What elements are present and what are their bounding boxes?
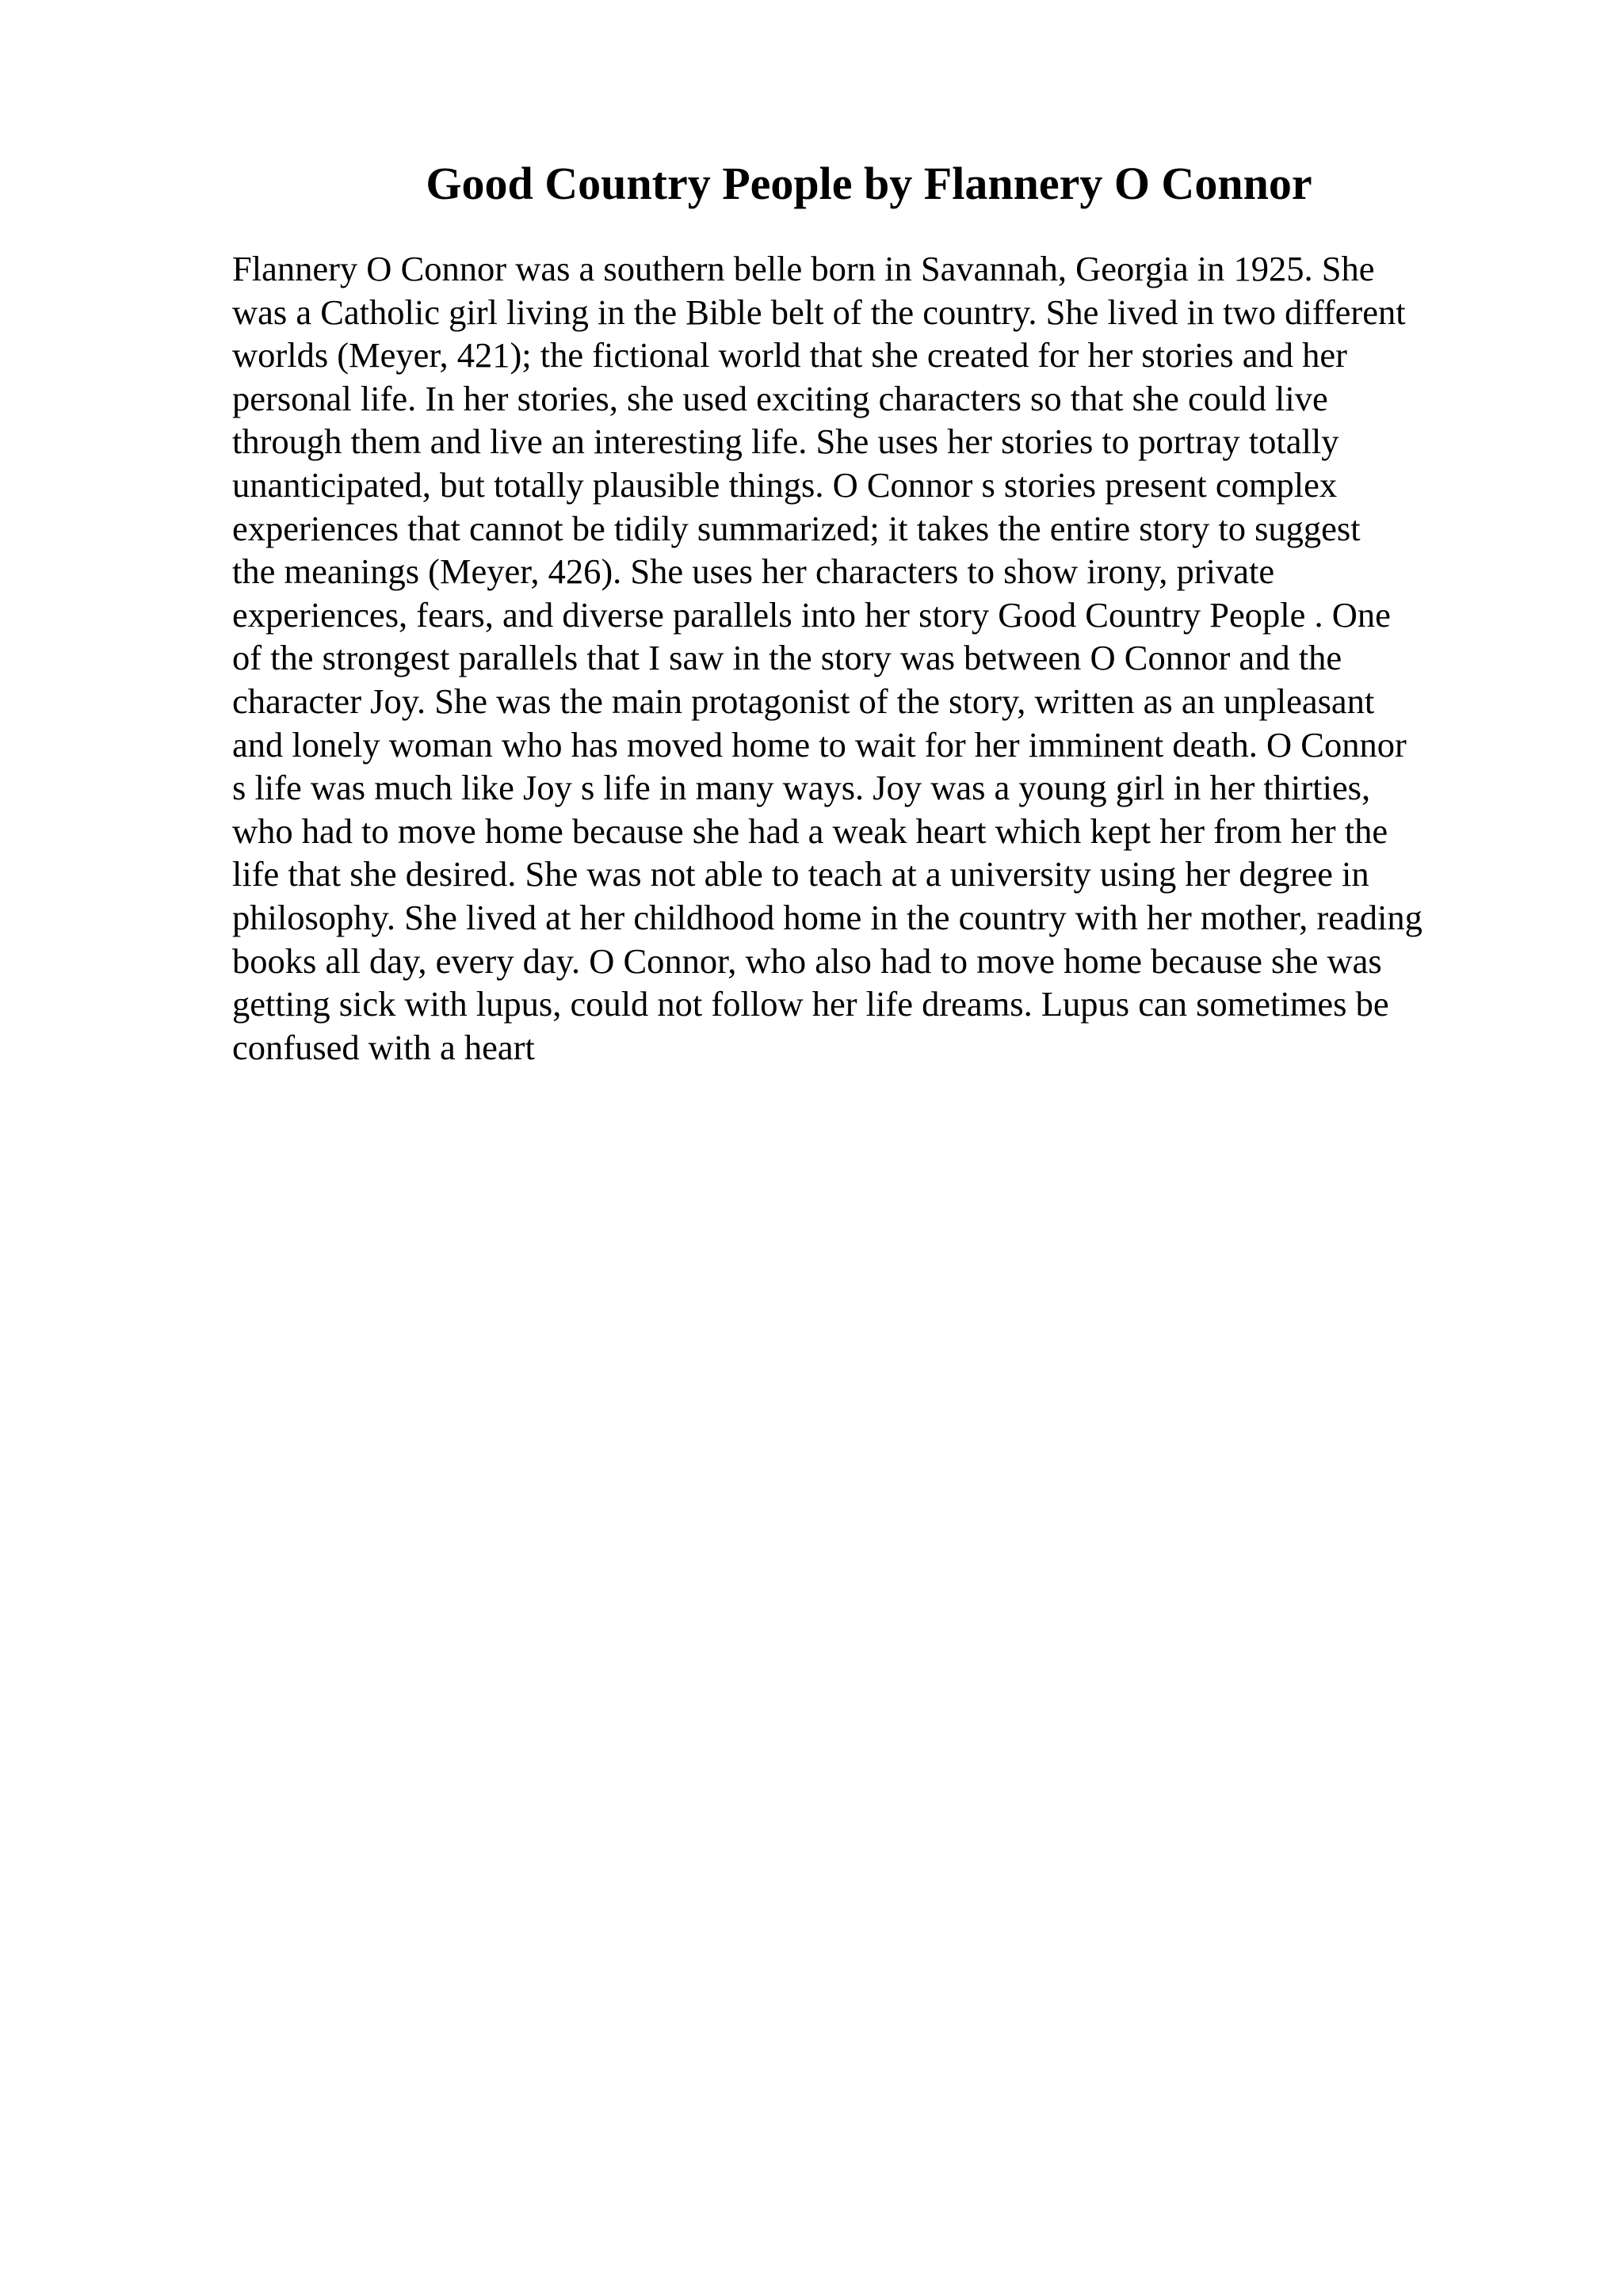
- body-line: books all day, every day. O Connor, who also had to move home because she was: [232, 940, 1382, 981]
- body-line: was a Catholic girl living in the Bible belt of the country. She lived in two different: [232, 292, 1406, 332]
- body-line: confused with a heart: [232, 1027, 535, 1067]
- body-line: character Joy. She was the main protagonist of the story, written as an unpleasant: [232, 681, 1375, 721]
- body-line: getting sick with lupus, could not follow her life dreams. Lupus can sometimes be: [232, 984, 1389, 1024]
- body-line: Flannery O Connor was a southern belle born in Savannah, Georgia in 1925. She: [232, 249, 1375, 288]
- body-line: s life was much like Joy s life in many ways. Joy was a young girl in her thirties,: [232, 768, 1371, 808]
- body-line: experiences, fears, and diverse parallels into her story Good Country People . One: [232, 594, 1391, 635]
- body-line: of the strongest parallels that I saw in the story was between O Connor and the: [232, 638, 1342, 678]
- body-line: personal life. In her stories, she used exciting characters so that she could live: [232, 378, 1328, 418]
- body-line: the meanings (Meyer, 426). She uses her characters to show irony, private: [232, 551, 1275, 592]
- body-line: life that she desired. She was not able to teach at a university using her degree in: [232, 854, 1369, 894]
- body-line: experiences that cannot be tidily summarized; it takes the entire story to suggest: [232, 508, 1361, 548]
- body-line: philosophy. She lived at her childhood home in the country with her mother, reading: [232, 897, 1423, 937]
- body-line: who had to move home because she had a weak heart which kept her from her the: [232, 810, 1388, 851]
- body-line: unanticipated, but totally plausible things. O Connor s stories present complex: [232, 464, 1338, 505]
- body-paragraph: [232, 247, 1516, 1069]
- document-title: Good Country People by Flannery O Connor: [426, 158, 1312, 209]
- body-line: and lonely woman who has moved home to wait for her imminent death. O Connor: [232, 724, 1407, 765]
- body-line: worlds (Meyer, 421); the fictional world that she created for her stories and her: [232, 335, 1347, 376]
- body-line: through them and live an interesting life. She uses her stories to portray totally: [232, 421, 1339, 462]
